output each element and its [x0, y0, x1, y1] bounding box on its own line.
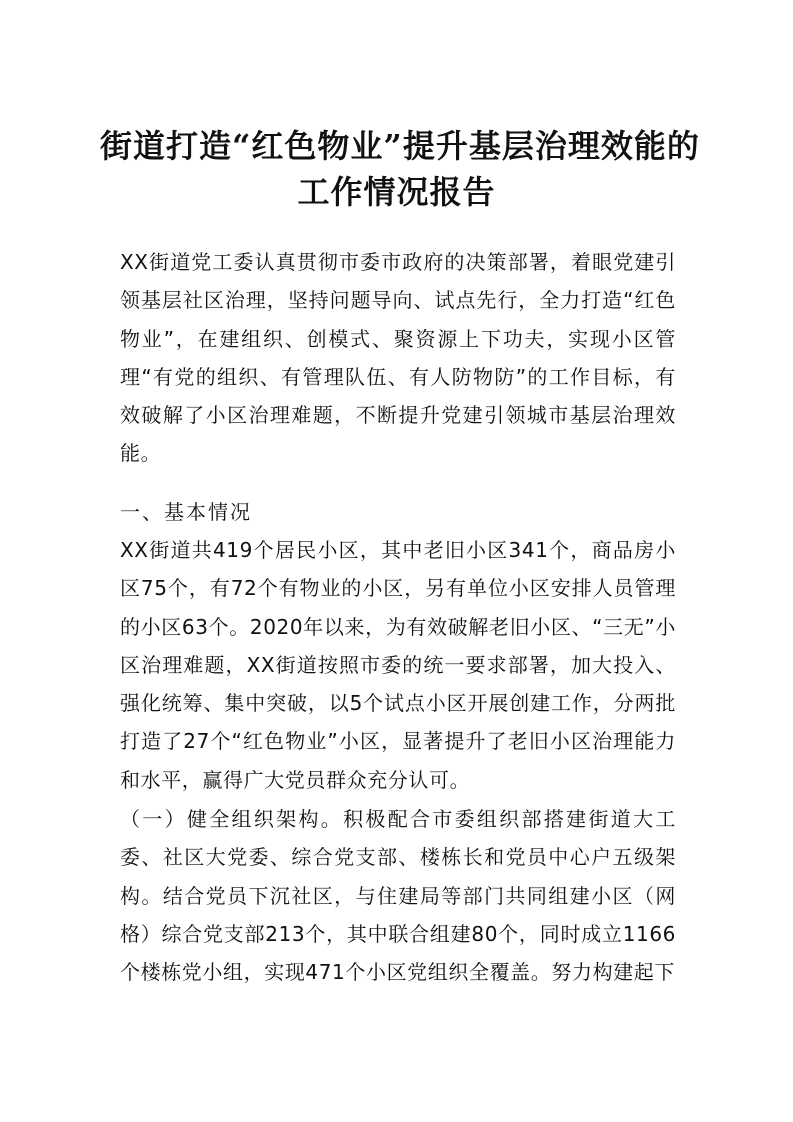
document-title-line-1: 街道打造“红色物业”提升基层治理效能的 — [100, 127, 700, 165]
intro-paragraph: XX街道党工委认真贯彻市委市政府的决策部署，着眼党建引领基层社区治理，坚持问题导向、试点先行，全力打造“红色物业”，在建组织、创模式、聚资源上下功夫，实现小区管理“有党的组织、有管理队伍、有人防物防”的工作目标，有效破解了小区治理难题，不断提升党建引领城市基层治理效能。 — [120, 250, 676, 466]
section-heading-basic-situation: 一、基本情况 — [120, 500, 252, 524]
basic-situation-paragraph: XX街道共419个居民小区，其中老旧小区341个，商品房小区75个，有72个有物业的小区，另有单位小区安排人员管理的小区63个。2020年以来，为有效破解老旧小区、“三无”小区治理难题，XX街道按照市委的统一要求部署，加大投入、强化统筹、集中突破，以5个试点小区开展创建工作，分两批打造了27个“红色物业”小区，显著提升了老旧小区治理能力和水平，赢得广大党员群众充分认可。 — [120, 538, 676, 792]
document-title-line-2: 工作情况报告 — [297, 173, 496, 211]
organization-structure-paragraph: （一）健全组织架构。积极配合市委组织部搭建街道大工委、社区大党委、综合党支部、楼栋长和党员中心户五级架构。结合党员下沉社区，与住建局等部门共同组建小区（网格）综合党支部213个，其中联合组建80个，同时成立1166个楼栋党小组，实现471个小区党组织全覆盖。努力构建起下 — [120, 807, 676, 985]
